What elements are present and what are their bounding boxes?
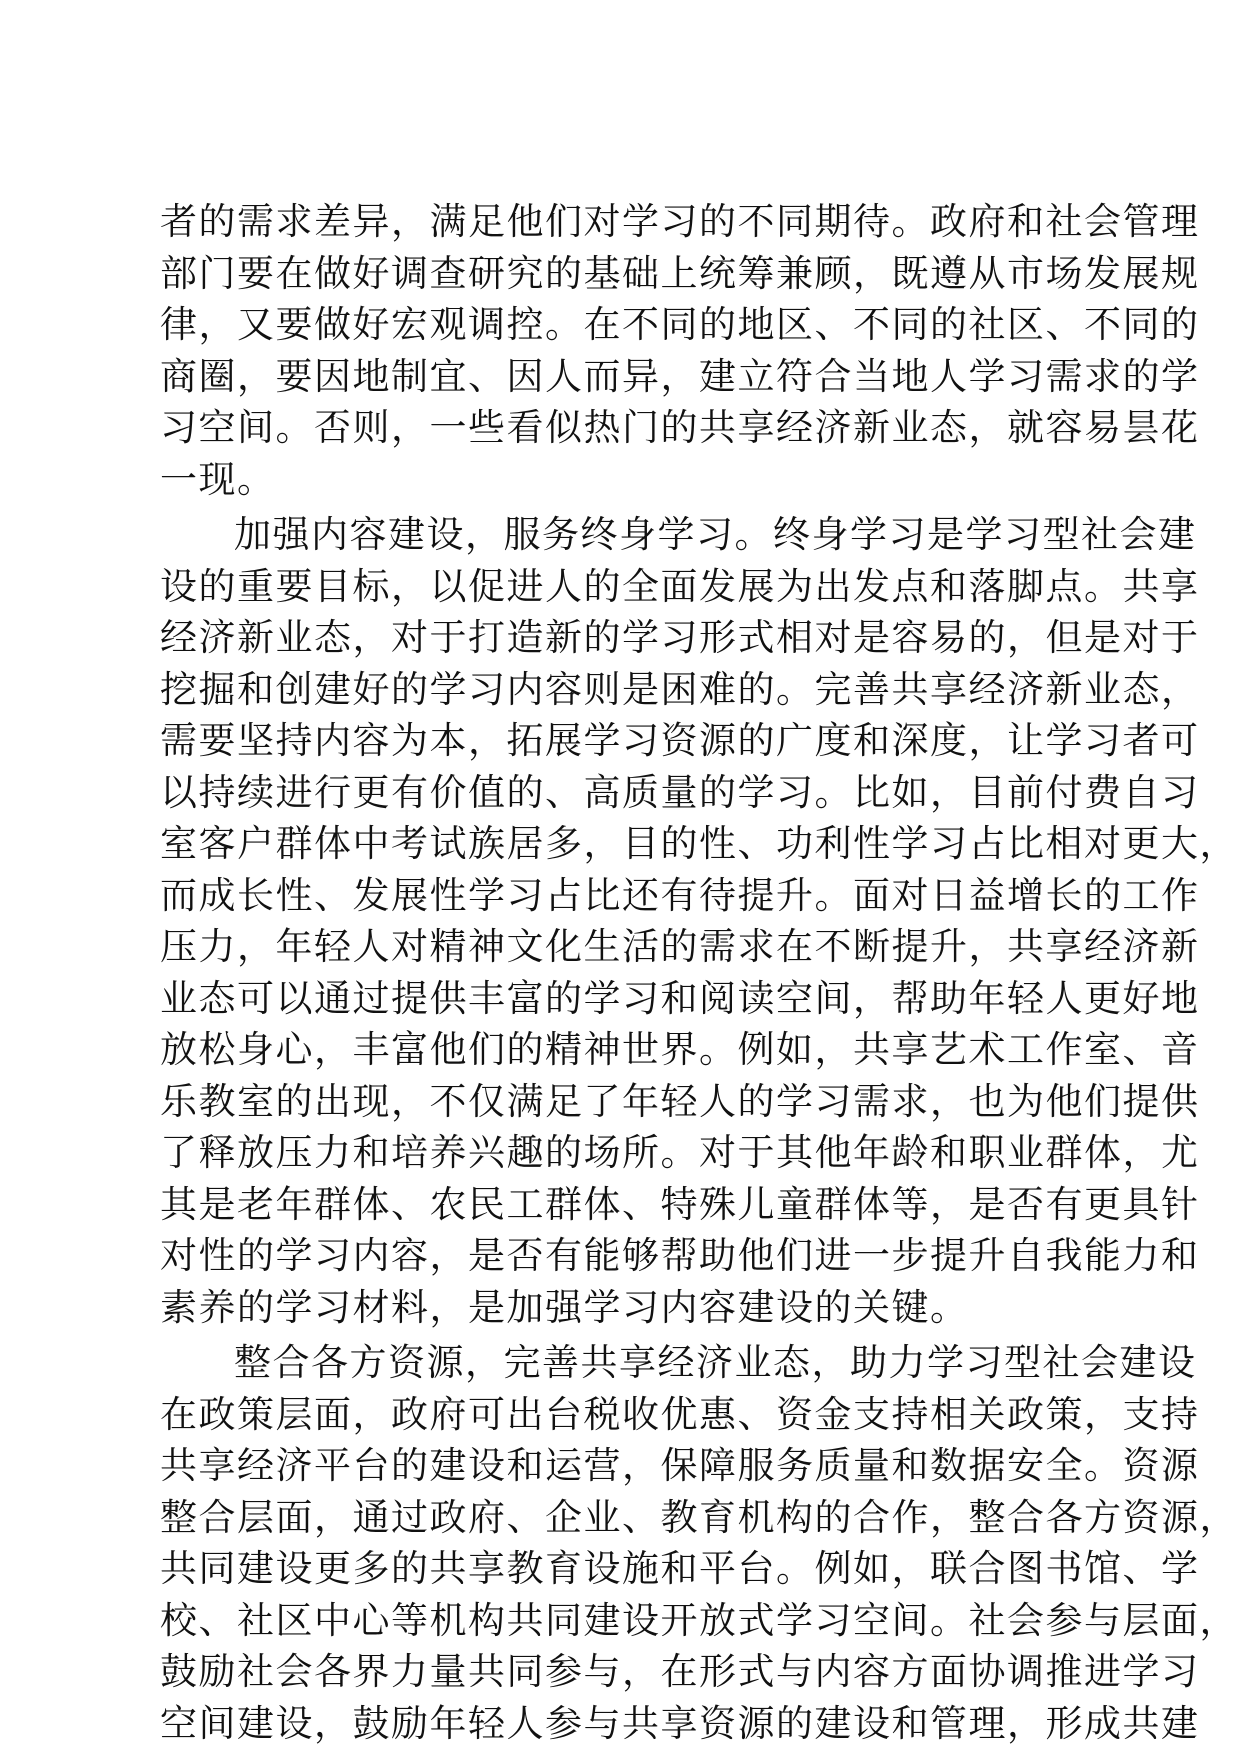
text-line: 对性的学习内容，是否有能够帮助他们进一步提升自我能力和 (160, 1234, 1200, 1277)
text-line: 律，又要做好宏观调控。在不同的地区、不同的社区、不同的 (160, 303, 1200, 346)
paragraph-3 (160, 1337, 1238, 1749)
text-line: 空间建设，鼓励年轻人参与共享资源的建设和管理，形成共建 (160, 1701, 1200, 1745)
text-line: 设的重要目标，以促进人的全面发展为出发点和落脚点。共享 (160, 564, 1200, 608)
text-line: 挖掘和创建好的学习内容则是困难的。完善共享经济新业态， (160, 667, 1200, 711)
text-line: 以持续进行更有价值的、高质量的学习。比如，目前付费自习 (160, 770, 1200, 814)
text-line: 室客户群体中考试族居多，目的性、功利性学习占比相对更大， (160, 822, 1238, 865)
text-line-first: 加强内容建设，服务终身学习。终身学习是学习型社会建 (234, 513, 1197, 556)
text-line: 而成长性、发展性学习占比还有待提升。面对日益增长的工作 (160, 873, 1200, 917)
text-line: 商圈，要因地制宜、因人而异，建立符合当地人学习需求的学 (160, 354, 1200, 398)
text-line: 经济新业态，对于打造新的学习形式相对是容易的，但是对于 (160, 616, 1200, 659)
text-line: 者的需求差异，满足他们对学习的不同期待。政府和社会管理 (160, 200, 1200, 243)
text-line: 共享经济平台的建设和运营，保障服务质量和数据安全。资源 (160, 1444, 1200, 1487)
text-line: 其是老年群体、农民工群体、特殊儿童群体等，是否有更具针 (160, 1182, 1200, 1226)
text-line: 一现。 (160, 457, 276, 501)
paragraph-1 (160, 196, 1200, 505)
document-page (160, 196, 1238, 1753)
text-line: 校、社区中心等机构共同建设开放式学习空间。社会参与层面， (160, 1598, 1238, 1642)
text-line: 鼓励社会各界力量共同参与，在形式与内容方面协调推进学习 (160, 1650, 1200, 1693)
text-line: 在政策层面，政府可出台税收优惠、资金支持相关政策，支持 (160, 1392, 1200, 1436)
text-line: 共同建设更多的共享教育设施和平台。例如，联合图书馆、学 (160, 1547, 1200, 1590)
text-line: 素养的学习材料，是加强学习内容建设的关键。 (160, 1285, 969, 1329)
text-line: 压力，年轻人对精神文化生活的需求在不断提升，共享经济新 (160, 925, 1200, 968)
text-line: 了释放压力和培养兴趣的场所。对于其他年龄和职业群体，尤 (160, 1131, 1200, 1174)
paragraph-2 (160, 509, 1238, 1333)
text-line: 放松身心，丰富他们的精神世界。例如，共享艺术工作室、音 (160, 1028, 1200, 1071)
text-line: 整合层面，通过政府、企业、教育机构的合作，整合各方资源， (160, 1495, 1238, 1539)
text-line-first: 整合各方资源，完善共享经济业态，助力学习型社会建设 (234, 1341, 1197, 1384)
text-line: 部门要在做好调查研究的基础上统筹兼顾，既遵从市场发展规 (160, 251, 1200, 295)
text-line: 习空间。否则，一些看似热门的共享经济新业态，就容易昙花 (160, 406, 1200, 449)
text-line: 业态可以通过提供丰富的学习和阅读空间，帮助年轻人更好地 (160, 976, 1200, 1020)
text-line: 需要坚持内容为本，拓展学习资源的广度和深度，让学习者可 (160, 719, 1200, 762)
text-line: 乐教室的出现，不仅满足了年轻人的学习需求，也为他们提供 (160, 1079, 1200, 1123)
